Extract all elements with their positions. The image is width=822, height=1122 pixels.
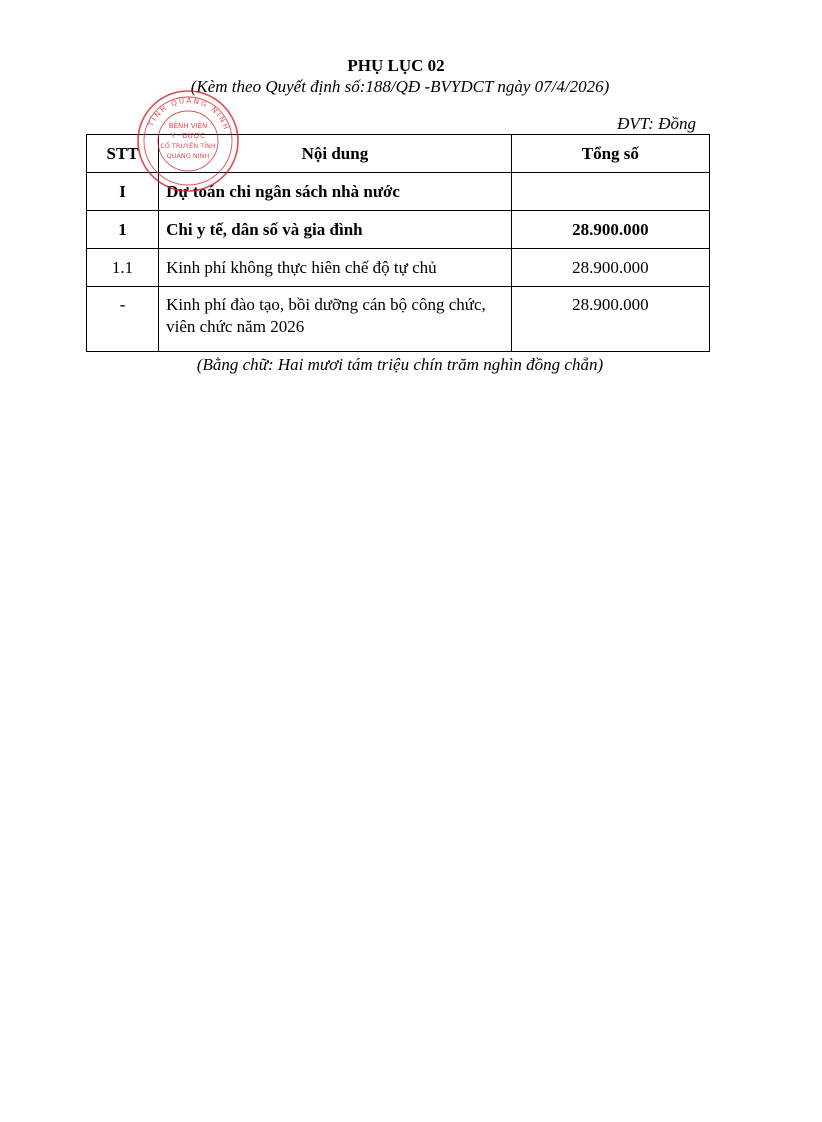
column-header-stt: STT [87,135,159,173]
row-stt: - [87,287,159,352]
page-title: PHỤ LỤC 02 [347,56,445,75]
unit-label: ĐVT: Đồng [617,114,696,133]
stamp-line: CỔ TRUYỀN TỈNH [160,142,216,150]
column-header-content: Nội dung [159,135,512,173]
official-seal-stamp [135,88,241,194]
stamp-line: QUẢNG NINH [166,152,210,160]
page-subtitle: (Kèm theo Quyết định số:188/QĐ -BVYDCT ngày 07/4/2026) [190,77,610,96]
row-total: 28.900.000 [511,287,709,352]
table-row [87,287,710,352]
amount-in-words: (Bằng chữ: Hai mươi tám triệu chín trăm nghìn đồng chẵn) [196,355,604,374]
table-row [87,249,710,287]
table-row [87,211,710,249]
row-content: Dự toán chi ngân sách nhà nước [159,173,512,211]
stamp-line: BỆNH VIỆN [168,122,208,130]
row-content: Chi y tế, dân số và gia đình [159,211,512,249]
row-stt: 1.1 [87,249,159,287]
row-total: 28.900.000 [511,249,709,287]
row-stt: 1 [87,211,159,249]
stamp-ring-text: TỈNH QUẢNG NINH [147,96,231,133]
row-total: 28.900.000 [511,211,709,249]
row-content: Kinh phí không thực hiên chế độ tự chủ [159,249,512,287]
row-total [511,173,709,211]
row-content: Kinh phí đào tạo, bồi dưỡng cán bộ công chức, viên chức năm 2026 [159,287,512,352]
stamp-line: Y - DƯỢC [171,132,205,140]
row-stt: I [87,173,159,211]
column-header-total: Tổng số [511,135,709,173]
